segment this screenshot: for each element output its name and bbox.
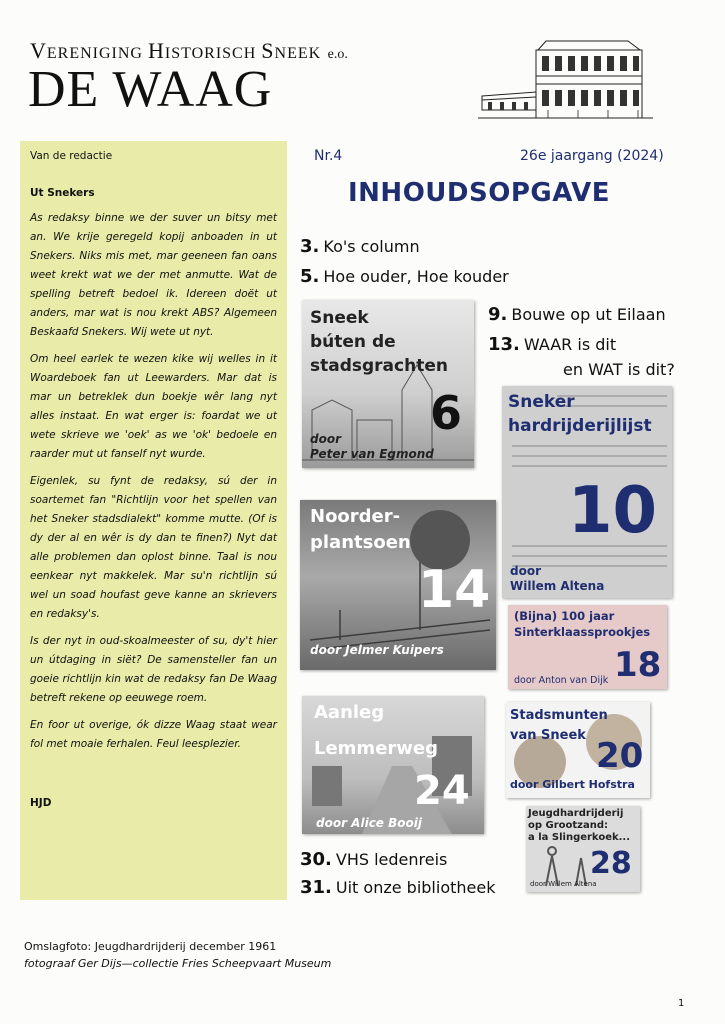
tile-title: stadsgrachten	[310, 356, 448, 376]
editorial-column	[20, 141, 287, 900]
editorial-paragraph-5: En foor ut overige, ók dizze Waag staat wear fol met moaie ferhalen. Feul leesplezier.	[30, 719, 277, 750]
toc-tile-jeugdhardrijderij[interactable]	[526, 806, 640, 892]
tile-title: Stadsmunten	[510, 708, 608, 723]
toc-tile-hardrijderijlijst[interactable]	[502, 386, 672, 598]
editorial-paragraph-2: Om heel earlek te wezen kike wij welles in it Woardeboek fan ut Leewarders. Mar dat is mar un betreklek dun boekje wêr lang nyt alles instaat. En wat erger is: foardat we ut wete skrieve we 'oek' as we 'ok' bedoele en raarder mut ut fanself nyt wurde.	[30, 353, 277, 460]
toc-tile-sinterklaas[interactable]	[508, 605, 667, 689]
tile-title: Jeugdhardrijderij	[528, 808, 624, 819]
toc-entry-title: Uit onze bibliotheek	[335, 878, 496, 897]
toc-entry[interactable]	[488, 334, 616, 355]
toc-entry-page: 30.	[300, 849, 332, 870]
toc-entry-page: 9.	[488, 304, 508, 325]
tile-title: hardrijderijlijst	[508, 416, 652, 436]
tile-page-number: 24	[414, 768, 470, 814]
editorial-paragraph-1: As redaksy binne we der suver un bitsy met an. We krije geregeld kopij anboaden in ut Snekers. Niks mis met, mar geeneen fan oans weet krekt wat we der met anmutte. Wat de spelling betreft bedoel ik. Idereen doët ut anders, mar wat is nou krekt ABS? Algemeen Beskaafd Snekers. Wij wete ut nyt.	[30, 212, 277, 338]
toc-entry-title: en WAT is dit?	[563, 360, 675, 379]
society-part-1: ERENIGING	[46, 45, 148, 62]
editorial-paragraph-3: Eigenlek, su fynt de redaksy, sú der in soartemet fan "Richtlijn voor het spellen van het Sneker stadsdialekt" komme mutte. (Of is dy der al en wêr is dy dan te finen?) Nyt dat alle problemen dan oplost binne. Taal is nou eenkear nyt makkelek. Mar su'n richtlijn sú wel un soad houfast geve kanne an skrievers en redaksy's.	[30, 475, 277, 620]
tile-author: door Anton van Dijk	[514, 675, 609, 686]
editorial-label: Van de redactie	[30, 150, 113, 162]
tile-author: door Willem Altena	[530, 880, 597, 888]
tile-author: door Gilbert Hofstra	[510, 778, 635, 791]
cover-photo-caption: Omslagfoto: Jeugdhardrijderij december 1961	[24, 940, 277, 953]
magazine-title: DE WAAG	[28, 61, 273, 118]
toc-entry[interactable]	[488, 304, 666, 325]
issue-number: Nr.4	[314, 148, 343, 164]
society-part-3: NEEK	[274, 45, 322, 62]
toc-entry[interactable]	[300, 849, 447, 870]
toc-entry-title: VHS ledenreis	[335, 850, 448, 869]
tile-title: Sneek	[310, 308, 369, 328]
page-number: 1	[678, 998, 685, 1009]
tile-title: a la Slingerkoek...	[528, 832, 631, 843]
tile-title: (Bijna) 100 jaar	[514, 609, 615, 623]
toc-tile-stadsmunten[interactable]	[506, 702, 650, 798]
toc-entry-title: Ko's column	[323, 237, 420, 256]
tile-page-number: 28	[590, 846, 632, 881]
tile-author: door	[310, 432, 341, 446]
tile-page-number: 20	[596, 736, 644, 776]
toc-title: INHOUDSOPGAVE	[348, 178, 610, 208]
toc-entry-page: 5.	[300, 266, 320, 287]
toc-entry[interactable]	[300, 877, 495, 898]
society-h: H	[147, 38, 165, 63]
society-s: S	[261, 38, 275, 63]
tile-author: Peter van Egmond	[310, 447, 434, 461]
toc-entry-title: Hoe ouder, Hoe kouder	[323, 267, 509, 286]
tile-page-number: 6	[430, 386, 463, 440]
tile-page-number: 10	[568, 474, 658, 548]
toc-entry-title: Bouwe op ut Eilaan	[511, 305, 666, 324]
society-v: V	[30, 38, 47, 63]
tile-title: búten de	[310, 332, 396, 352]
editorial-heading: Ut Snekers	[30, 187, 95, 199]
tile-title: plantsoen	[310, 532, 411, 553]
editorial-signature: HJD	[30, 797, 52, 809]
society-eo: e.o.	[327, 47, 348, 62]
tile-author: door Jelmer Kuipers	[310, 643, 444, 657]
tile-title: van Sneek	[510, 728, 586, 743]
toc-tile-lemmerweg[interactable]	[302, 696, 484, 834]
waag-building-illustration	[478, 36, 653, 124]
toc-tile-noorderplantsoen[interactable]	[300, 500, 496, 670]
toc-entry-page: 3.	[300, 236, 320, 257]
tile-author: door	[510, 564, 541, 578]
toc-entry-page: 31.	[300, 877, 332, 898]
society-part-2: ISTORISCH	[164, 45, 262, 62]
toc-entry-title: WAAR is dit	[523, 335, 617, 354]
issue-year: 26e jaargang (2024)	[520, 148, 664, 164]
toc-tile-stadsgrachten[interactable]	[302, 300, 474, 468]
tile-title: Lemmerweg	[314, 738, 438, 759]
tile-author: door Alice Booij	[316, 816, 422, 830]
tile-title: Sneker	[508, 392, 575, 412]
tile-title: Sinterklaassprookjes	[514, 625, 651, 639]
editorial-paragraph-4: Is der nyt in oud-skoalmeester of su, dy't hier un útdaging in siët? De samensteller fan un goeie richtlijn kin wat de redaksy fan De Waag betreft rekene op eeuwege roem.	[30, 635, 277, 704]
tile-title: op Grootzand:	[528, 820, 609, 831]
toc-entry[interactable]	[300, 236, 420, 257]
toc-entry-page: 13.	[488, 334, 520, 355]
tile-title: Aanleg	[314, 702, 385, 723]
tile-author: Willem Altena	[510, 579, 605, 593]
tile-title: Noorder-	[310, 506, 401, 527]
toc-entry-continuation	[563, 360, 675, 379]
tile-page-number: 14	[418, 560, 491, 620]
tile-page-number: 18	[614, 645, 662, 685]
toc-entry[interactable]	[300, 266, 509, 287]
photo-credit: fotograaf Ger Dijs—collectie Fries Scheepvaart Museum	[24, 957, 332, 970]
